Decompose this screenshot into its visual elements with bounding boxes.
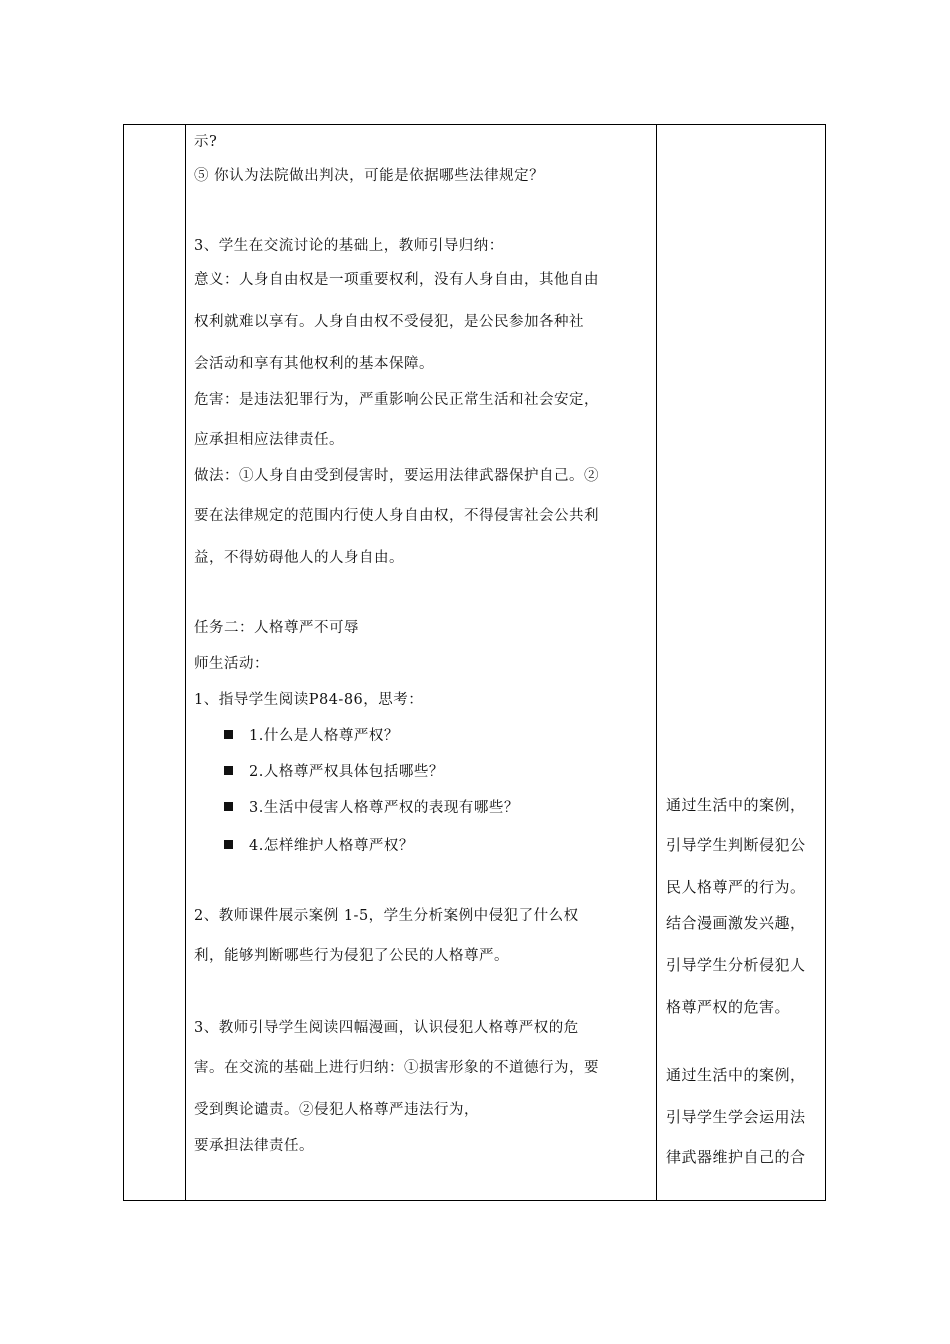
intent-line: 引导学生分析侵犯人	[666, 956, 806, 974]
question-text: 4.怎样维护人格尊严权？	[249, 838, 414, 854]
text-line: 2、教师课件展示案例 1-5，学生分析案例中侵犯了什么权	[194, 908, 579, 924]
text-line: 危害：是违法犯罪行为，严重影响公民正常生活和社会安定，	[194, 392, 599, 408]
question-text: 1.什么是人格尊严权？	[249, 728, 399, 744]
text-line: 应承担相应法律责任。	[194, 432, 344, 448]
question-item	[224, 724, 399, 745]
square-bullet-icon	[224, 766, 233, 775]
square-bullet-icon	[224, 802, 233, 811]
column-divider-right	[656, 125, 657, 1200]
text-line: 1、指导学生阅读P84-86，思考：	[194, 692, 424, 708]
text-line: 师生活动：	[194, 656, 269, 672]
text-line: 意义：人身自由权是一项重要权利，没有人身自由，其他自由	[194, 272, 599, 288]
question-item	[224, 760, 444, 781]
intent-line: 律武器维护自己的合	[666, 1148, 806, 1166]
column-divider-left	[185, 125, 186, 1200]
section-heading: 任务二：人格尊严不可辱	[194, 620, 359, 636]
text-line: 害。在交流的基础上进行归纳：①损害形象的不道德行为，要	[194, 1060, 599, 1076]
question-item	[224, 834, 414, 855]
text-line: 要在法律规定的范围内行使人身自由权，不得侵害社会公共利	[194, 508, 599, 524]
text-line: 权利就难以享有。人身自由权不受侵犯，是公民参加各种社	[194, 314, 584, 330]
square-bullet-icon	[224, 730, 233, 739]
intent-line: 民人格尊严的行为。	[666, 878, 806, 896]
text-line: 益，不得妨碍他人的人身自由。	[194, 550, 404, 566]
text-line: 做法：①人身自由受到侵害时，要运用法律武器保护自己。②	[194, 468, 599, 484]
intent-line: 引导学生学会运用法	[666, 1108, 806, 1126]
text-line: 示?	[194, 134, 218, 150]
text-line: 利，能够判断哪些行为侵犯了公民的人格尊严。	[194, 948, 509, 964]
question-text: 2.人格尊严权具体包括哪些？	[249, 764, 444, 780]
text-line: 3、教师引导学生阅读四幅漫画，认识侵犯人格尊严权的危	[194, 1020, 579, 1036]
text-line: 要承担法律责任。	[194, 1138, 314, 1154]
intent-line: 结合漫画激发兴趣，	[666, 914, 806, 932]
intent-line: 通过生活中的案例，	[666, 1066, 806, 1084]
question-text: 3.生活中侵害人格尊严权的表现有哪些？	[249, 800, 519, 816]
intent-line: 引导学生判断侵犯公	[666, 836, 806, 854]
intent-line: 通过生活中的案例，	[666, 796, 806, 814]
intent-line: 格尊严权的危害。	[666, 998, 791, 1016]
text-line: 会活动和享有其他权利的基本保障。	[194, 356, 434, 372]
text-line: 3、学生在交流讨论的基础上，教师引导归纳：	[194, 238, 504, 254]
question-item	[224, 796, 519, 817]
text-line: 受到舆论谴责。②侵犯人格尊严违法行为，	[194, 1102, 479, 1118]
text-line: ⑤ 你认为法院做出判决，可能是依据哪些法律规定？	[194, 168, 545, 184]
square-bullet-icon	[224, 840, 233, 849]
